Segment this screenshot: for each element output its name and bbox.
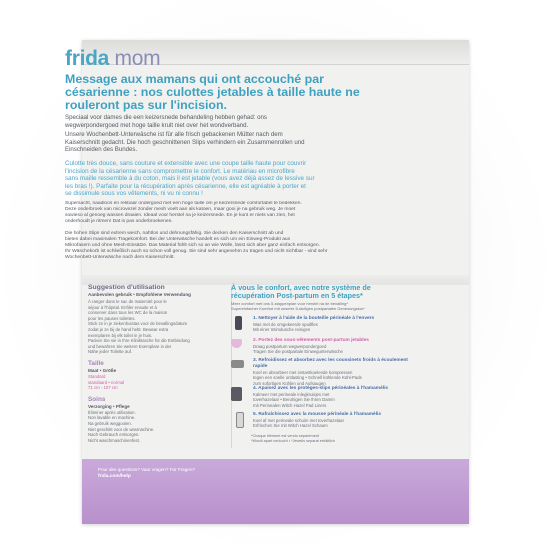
headline: Message aux mamans qui ont accouché par césarienne : nos culottes jetables à taille haute ne rouleront pas sur l'incision. bbox=[65, 72, 360, 113]
cold-pad-icon bbox=[231, 360, 244, 368]
step-2 bbox=[253, 338, 423, 355]
size-value: Standard standaard • normal 71 cm - 107 cm bbox=[88, 373, 125, 391]
usage-instructions: À ranger dans le sac de maternité pour le séjour à l'hôpital. Enfiler ensuite et à conserver dans tous les WC de la maison pour les pauses toilettes. Stick ze in je ziekenhuistas voor de bevallingsdatum zodat je ze bij de hand hebt. Bewaar extra exemplaren bij elk toilet in je huis. Packen Sie sie in Ihre Kliniktasche für die Entbindung und bewahren Sie weitere Exemplare in der Nähe jeder Toilette auf. bbox=[88, 299, 190, 355]
step-5 bbox=[253, 412, 423, 429]
sold-separately-note: *Chaque élément est vendu séparément *Wordt apart verkocht • *Jeweils separat erhältlich bbox=[251, 434, 335, 443]
german-intro: Unsere Wochenbett-Unterwäsche ist für alle frisch gebackenen Mütter nach dem Kaiserschnitt gedacht. Die hoch geschnittenen Slips verhindern ein Zusammenrollen und Einschneiden des Bundes. bbox=[65, 131, 305, 154]
recovery-subtitle: Meer comfort met ons 5-stappenplan voor herstel na de bevalling* Supereinfacher Komfort mit unserer 5-stufigen postpartalen Genesungskur* bbox=[231, 300, 365, 311]
step-1 bbox=[253, 316, 423, 333]
step-1-desc: Was met de omgekeerde spuitfles Mit einer Intimdusche reinigen bbox=[253, 322, 318, 333]
care-subtitle: Verzorging • Pflege bbox=[88, 403, 130, 409]
footer-help-link[interactable]: frida.com/help bbox=[98, 474, 131, 479]
usage-subtitle: Aanbevolen gebruik • Empfohlene Verwendung bbox=[88, 292, 191, 297]
brand-logo: frida mom bbox=[65, 47, 161, 70]
usage-title: Suggestion d'utilisation bbox=[88, 284, 165, 291]
foam-bottle-icon bbox=[236, 412, 244, 428]
care-label: Soins bbox=[88, 395, 106, 403]
multilingual-description: Supersacht, naadloos en rekbaar ondergoed met een hoge taille om je keizersnede comfortabel te bedekken. Deze onderbroek van microvezel zonder mesh voelt aan als katoen, maar gooi je na gebruik weg. Je moet sowieso al genoeg wassen draaien. Ideaal voor herstel na je keizersnede. En je kunt er niets van zien, het onderhoudt je ritmen! Dat is pas onderbroekenen. Die hohen Slips sind extrem weich, nahtlos und dehnungsfähig. Sie decken den Kaiserschnitt ab und bieten dabei maximalen Tragekomfort. Bei der Unterwäsche handelt es sich um ein Einweg-Produkt aus Mikrofasern und ohne Mesh-Einsätze. Das Material fühlt sich so an wie Wolle, lässt sich aber ganz einfach entsorgen. Ihr Wäschekorb ist schließlich auch so schon voll genug. Sie sind sehr angenehm zu tragen und nicht sichtbar - sind sehr Wochenbett-Unterwäsche nach dem Kaiserschnitt. bbox=[65, 201, 328, 260]
step-3-desc: Koel en absorbeer met instantkoelende kompressen tegen een snelle ontlasting • Schnell kühlende Kühl-Pads zum sofortigen Kühlen und Aufsaugen bbox=[253, 370, 362, 386]
step-1-title: 1. Nettoyer à l'aide de la bouteille périnéale à l'envers bbox=[253, 316, 375, 321]
french-description: Culotte très douce, sans couture et extensible avec une coupe taille haute pour couvrir l'incision de la césarienne sans compromettre le confort. Le matériau en microfibre sans maille ressemble à du coton, mais il est jetable (vous avez déjà assez de lessive sur les bras !). Parfaite pour la récupération après césarienne, elle est agréable à porter et se dissimule sous vos vêtements, ni vu ni connu ! bbox=[65, 160, 315, 198]
step-2-desc: Draag postpartum wegwerpondergoed Tragen Sie die postpartale Einwegunterwäsche bbox=[253, 344, 343, 355]
recovery-column bbox=[231, 284, 426, 311]
step-4-title: 4. Apaisez avec les protèges-slips périnéales à l'hamamélis bbox=[253, 386, 389, 391]
step-4-desc: Kalmeer met perineale inlegkruisjes met toverhazelaar • Beruhigen Sie Ihren Damm mit Perinealen Witch Hazel Pad Liners bbox=[253, 392, 335, 408]
footer-question: Pour des questions? Vaar vragen? Für Fragen? bbox=[98, 467, 195, 472]
step-4 bbox=[253, 386, 423, 408]
recovery-title: À vous le confort, avec notre système de récupération Post-partum en 5 étapes* bbox=[231, 283, 371, 301]
info-section bbox=[88, 272, 464, 472]
bottle-icon bbox=[235, 316, 242, 330]
care-text: Éliminer après utilisation. Non lavable en machine. Na gebruik weggooien. Niet geschikt voor de wasmachine. Nach Gebrauch entsorgen. Nicht waschmaschinenfest. bbox=[88, 409, 155, 443]
usage-column bbox=[88, 284, 223, 443]
underwear-icon bbox=[231, 339, 242, 348]
step-2-title: 2. Portez des sous-vêtements post-partum jetables bbox=[253, 338, 369, 343]
size-subtitle: Maat • Größe bbox=[88, 367, 117, 373]
size-label: Taille bbox=[88, 359, 104, 367]
step-5-title: 5. Rafraîchissez avec la mousse périnéale à l'hamamélis bbox=[253, 412, 382, 417]
step-5-desc: Koel af met perineale schuim met toverhazelaar Erfrischen Sie mit Witch Hazel Schaum bbox=[253, 418, 344, 429]
step-3 bbox=[253, 358, 423, 386]
step-3-title: 3. Refroidissez et absorbez avec les coussinets froids à écoulement rapide bbox=[253, 358, 408, 369]
pad-liner-icon bbox=[231, 387, 242, 401]
dutch-intro: Speciaal voor dames die een keizersnede behandeling hebben gehad: ons wegwerpondergoed met hoge taille krult niet over het wondverband. bbox=[65, 114, 267, 129]
